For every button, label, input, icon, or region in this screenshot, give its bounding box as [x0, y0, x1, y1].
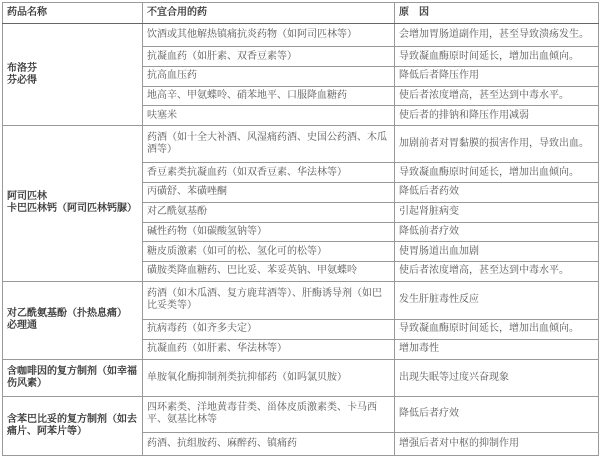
unsuitable-drug-cell: 药酒、抗组胺药、麻醉药、镇痛药 [143, 432, 395, 455]
reason-cell: 增强后者对中枢的抑制作用 [395, 432, 599, 455]
unsuitable-drug-cell: 对乙酰氨基酚 [143, 202, 395, 222]
unsuitable-drug-cell: 呋塞米 [143, 106, 395, 126]
header-drug-name: 药品名称 [3, 3, 143, 24]
unsuitable-drug-cell: 磺胺类降血糖药、巴比妥、苯妥英钠、甲氨蝶呤 [143, 261, 395, 281]
drug-name-cell [3, 359, 143, 396]
reason-cell: 会增加胃肠道副作用，甚至导致溃疡发生。 [395, 24, 599, 47]
table-row [3, 281, 599, 319]
reason-cell: 增加毒性 [395, 339, 599, 359]
drug-name-cell [3, 396, 143, 455]
drug-name-cell [3, 24, 143, 126]
reason-cell: 导致凝血酶原时间延长，增加出血倾向。 [395, 320, 599, 340]
header-unsuitable-drugs: 不宜合用的药 [143, 3, 395, 24]
unsuitable-drug-cell: 抗病毒药（如齐多夫定） [143, 320, 395, 340]
drug-interaction-table [2, 2, 599, 456]
drug-name-cell [3, 281, 143, 359]
reason-cell: 使后者的排钠和降压作用减弱 [395, 106, 599, 126]
drug-name-cell [3, 126, 143, 282]
table-row [3, 24, 599, 47]
drug-name-line: 芬必得 [7, 74, 37, 86]
unsuitable-drug-cell: 四环素类、洋地黄毒苷类、甾体皮质激素类、卡马西平、氨基比林等 [143, 396, 395, 432]
reason-cell: 加剧前者对胃黏膜的损害作用，导致出血。 [395, 126, 599, 163]
header-reason: 原 因 [395, 3, 599, 24]
drug-name-line: 阿司匹林 [7, 191, 47, 203]
drug-name-line: 布洛芬 [7, 62, 37, 74]
drug-name-line: 含咖啡因的复方制剂（如幸福伤风素） [7, 365, 137, 389]
unsuitable-drug-cell: 糖皮质激素（如可的松、氢化可的松等） [143, 242, 395, 262]
reason-cell: 导致凝血酶原时间延长，增加出血倾向。 [395, 163, 599, 183]
drug-name-line: 含苯巴比妥的复方制剂（如去痛片、阿苯片等） [7, 413, 137, 437]
unsuitable-drug-cell: 药酒（如木瓜酒、复方鹿茸酒等）、肝酶诱导剂（如巴比妥类等） [143, 281, 395, 319]
table-row [3, 359, 599, 396]
reason-cell: 降低后者药效 [395, 183, 599, 203]
unsuitable-drug-cell: 抗凝血药（如肝素、双香豆素等） [143, 47, 395, 67]
reason-cell: 降低后者降压作用 [395, 66, 599, 86]
unsuitable-drug-cell: 香豆素类抗凝血药（如双香豆素、华法林等） [143, 163, 395, 183]
reason-cell: 使胃肠道出血加剧 [395, 242, 599, 262]
reason-cell: 降低前者疗效 [395, 222, 599, 242]
header-row [3, 3, 599, 24]
unsuitable-drug-cell: 地高辛、甲氨蝶呤、硝苯地平、口服降血糖药 [143, 86, 395, 106]
table-row [3, 126, 599, 163]
drug-name-line: 卡巴匹林钙（阿司匹林钙脲） [7, 203, 137, 215]
reason-cell: 发生肝脏毒性反应 [395, 281, 599, 319]
table-body [3, 24, 599, 456]
unsuitable-drug-cell: 饮酒或其他解热镇痛抗炎药物（如阿司匹林等） [143, 24, 395, 47]
reason-cell: 引起肾脏病变 [395, 202, 599, 222]
drug-name-line: 必理通 [7, 320, 37, 332]
unsuitable-drug-cell: 药酒（如十全大补酒、风湿痛药酒、史国公药酒、木瓜酒等） [143, 126, 395, 163]
reason-cell: 出现失眠等过度兴奋现象 [395, 359, 599, 396]
reason-cell: 使后者浓度增高，甚至达到中毒水平。 [395, 86, 599, 106]
reason-cell: 使后者浓度增高，甚至达到中毒水平。 [395, 261, 599, 281]
reason-cell: 导致凝血酶原时间延长，增加出血倾向。 [395, 47, 599, 67]
table-row [3, 396, 599, 432]
unsuitable-drug-cell: 丙磺舒、苯磺唑酮 [143, 183, 395, 203]
unsuitable-drug-cell: 抗高血压药 [143, 66, 395, 86]
unsuitable-drug-cell: 单胺氧化酶抑制剂类抗抑郁药（如吗氯贝胺） [143, 359, 395, 396]
unsuitable-drug-cell: 抗凝血药（如肝素、华法林等） [143, 339, 395, 359]
reason-cell: 降低后者疗效 [395, 396, 599, 432]
unsuitable-drug-cell: 碱性药物（如碳酸氢钠等） [143, 222, 395, 242]
drug-name-line: 对乙酰氨基酚（扑热息痛） [7, 308, 127, 320]
